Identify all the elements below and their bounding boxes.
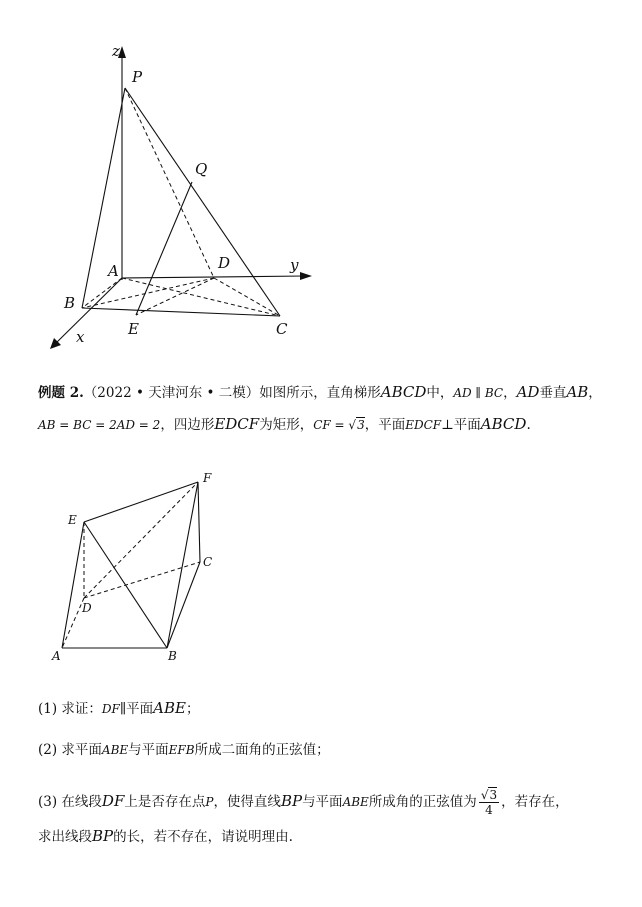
segment-AB: AB <box>566 383 589 401</box>
polyhedron-figure <box>40 470 240 670</box>
example-line-1 <box>38 382 618 403</box>
q1-label: (1) 求证： <box>38 701 102 717</box>
perpendicular-symbol: ⊥ <box>441 417 454 433</box>
example-label: 例题 2. <box>38 385 84 401</box>
y-axis-label: y <box>290 256 299 274</box>
question-3 <box>38 788 618 817</box>
example-text: 平面 <box>453 417 481 433</box>
q1-plane: ABE <box>153 699 186 717</box>
x-axis-label: x <box>76 328 85 346</box>
edge-EA <box>62 522 84 648</box>
q1-text: 平面 <box>126 701 154 717</box>
z-axis-label: z <box>112 42 120 60</box>
trapezoid-name: ABCD <box>380 383 427 401</box>
edge-BC <box>167 562 200 648</box>
example-text: 垂直 <box>539 385 567 401</box>
example-intro: 如图所示，直角梯形 <box>259 385 381 401</box>
point-A-label: A <box>52 649 61 663</box>
sine-value-fraction <box>479 788 499 817</box>
point-E-label: E <box>128 320 139 338</box>
point-P-label: P <box>132 68 143 86</box>
point-Q-label: Q <box>195 160 208 178</box>
cf-length: CF = <box>313 418 345 432</box>
q1-text: ； <box>185 701 200 717</box>
q1-segment: DF <box>101 702 120 716</box>
segment-AD: AD <box>516 383 540 401</box>
example-text: ， <box>503 385 517 401</box>
q3-text: 的长，若不存在，请说明理由. <box>113 829 293 845</box>
quad-EDCF: EDCF <box>214 415 260 433</box>
point-C-label: C <box>276 320 288 338</box>
edge-FC <box>198 482 200 562</box>
q3-text: 上是否存在点 <box>124 794 206 810</box>
parallel-symbol: ∥ <box>119 701 127 717</box>
example-text: ， <box>588 385 602 401</box>
q3-label: (3) 在线段 <box>38 794 102 810</box>
q2-plane-efb: EFB <box>168 743 195 757</box>
q2-plane-abe: ABE <box>101 743 129 757</box>
q3-line-bp: BP <box>280 792 303 810</box>
edge-FB <box>167 482 198 648</box>
point-D-label: D <box>218 254 231 272</box>
q3-segment-bp: BP <box>92 827 114 845</box>
edge-EQ <box>136 182 192 315</box>
example-text: ，平面 <box>364 417 406 433</box>
pyramid-figure <box>40 40 330 360</box>
q3-point-p: P <box>205 795 214 809</box>
parallel-condition: AD ∥ BC <box>453 386 504 400</box>
q3-segment-df: DF <box>101 792 125 810</box>
point-B-label: B <box>64 294 76 312</box>
point-E-label: E <box>68 513 77 527</box>
point-F-label: F <box>203 471 212 485</box>
edge-DB <box>82 278 214 308</box>
q3-text: 所成角的正弦值为 <box>368 794 477 810</box>
q3-text: 求出线段 <box>38 829 92 845</box>
edge-PC <box>125 88 280 316</box>
question-3-line-2 <box>38 826 618 847</box>
plane-ABCD: ABCD <box>480 415 527 433</box>
point-B-label: B <box>168 649 177 663</box>
numerator-value: 3 <box>489 788 498 802</box>
q2-text: 所成二面角的正弦值； <box>194 742 330 758</box>
example-text: 中， <box>426 385 454 401</box>
y-axis-arrow <box>300 272 312 280</box>
example-text: . <box>526 417 531 433</box>
edge-DC <box>214 278 280 316</box>
edge-EF <box>84 482 198 522</box>
example-source: （2022 • 天津河东 • 二模） <box>83 385 260 401</box>
question-2 <box>38 740 618 760</box>
q3-text: ，使得直线 <box>213 794 281 810</box>
edge-PD <box>125 88 214 278</box>
fraction-denominator: 4 <box>485 803 493 817</box>
example-text: 为矩形， <box>259 417 314 433</box>
length-equation: AB = BC = 2AD = 2 <box>38 418 161 432</box>
point-A-label: A <box>108 262 119 280</box>
q2-label: (2) 求平面 <box>38 742 102 758</box>
sqrt-3: 3 <box>357 418 365 432</box>
edge-DA <box>62 598 84 648</box>
edge-DE <box>136 278 214 315</box>
plane-EDCF: EDCF <box>405 418 442 432</box>
q3-text: 与平面 <box>302 794 343 810</box>
point-C-label: C <box>203 555 213 569</box>
example-line-2: AB = BC = 2AD = 2，四边形EDCF为矩形，CF = √3，平面EDCF⊥平面ABCD. <box>38 415 531 433</box>
example-text: ，四边形 <box>160 417 215 433</box>
fraction-numerator: √3 <box>480 788 498 802</box>
q3-text: ，若存在， <box>501 794 569 810</box>
question-1 <box>38 698 618 719</box>
q2-text: 与平面 <box>128 742 169 758</box>
point-D-label: D <box>82 601 92 615</box>
edge-BC <box>82 308 280 316</box>
q3-plane-abe: ABE <box>342 795 369 809</box>
